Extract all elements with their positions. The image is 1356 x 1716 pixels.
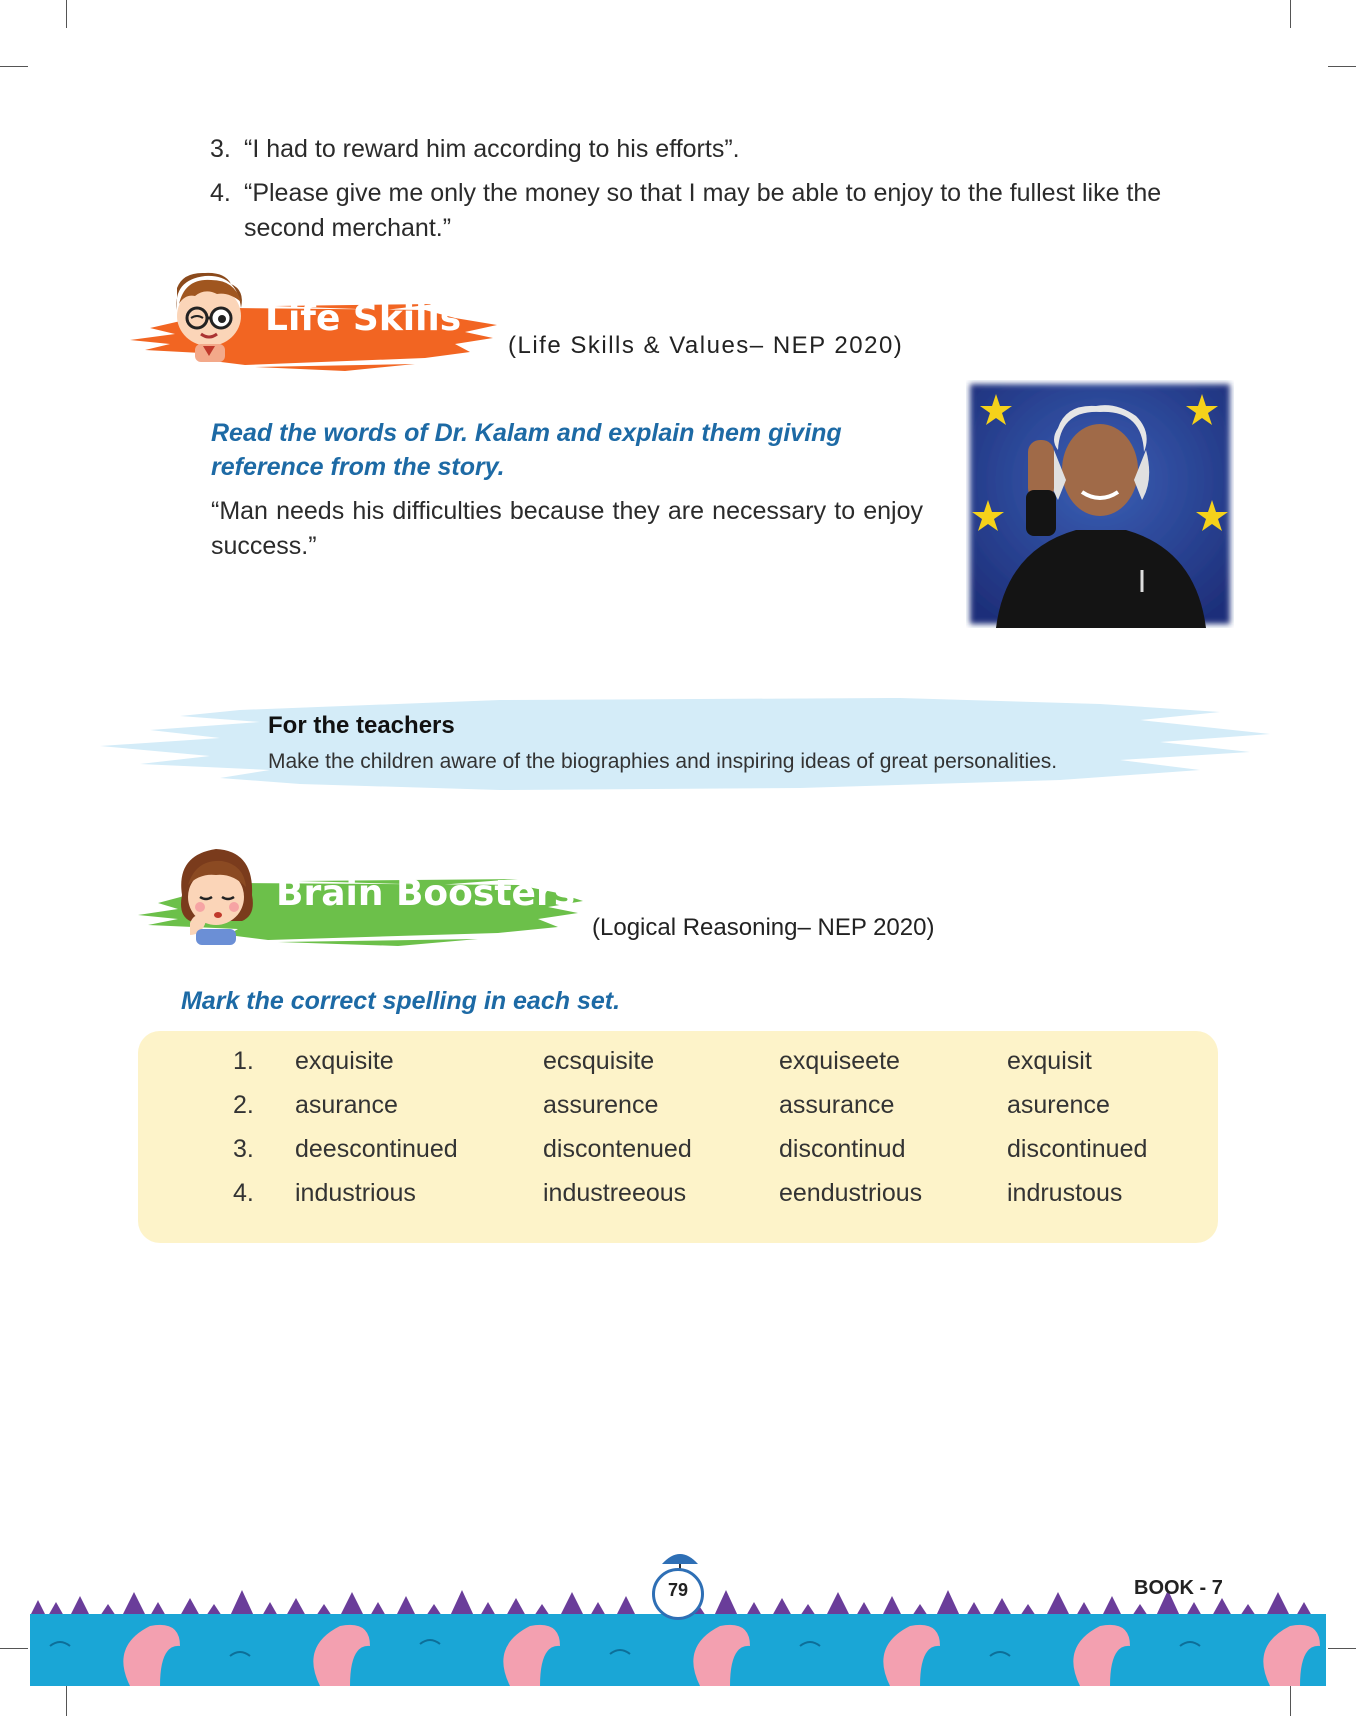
crop-mark (0, 66, 28, 67)
spelling-option[interactable]: discontinud (779, 1135, 906, 1163)
crop-mark (1328, 1648, 1356, 1649)
question-text: “Please give me only the money so that I may be able to enjoy to the fullest like the second merchant.” (244, 179, 1162, 242)
life-skills-title: Life Skills (265, 298, 462, 339)
spelling-option[interactable]: eendustrious (779, 1179, 923, 1207)
kalam-quote: “Man needs his difficulties because they are necessary to enjoy success.” (211, 497, 923, 560)
crop-mark (0, 1648, 28, 1649)
spelling-set (138, 1179, 1218, 1223)
kalam-photo (966, 380, 1234, 628)
life-skills-instruction: Read the words of Dr. Kalam and explain them giving reference from the story. (211, 419, 842, 481)
boy-mascot-icon (165, 270, 250, 365)
spelling-option[interactable]: discontinued (1007, 1135, 1148, 1163)
teachers-note-text: Make the children aware of the biographies and inspiring ideas of great personalities. (268, 750, 1058, 773)
spelling-set (138, 1135, 1218, 1179)
set-number: 1. (233, 1047, 254, 1075)
spelling-box (138, 1031, 1218, 1243)
spelling-option[interactable]: industrious (295, 1179, 416, 1207)
spelling-option[interactable]: discontenued (543, 1135, 692, 1163)
book-label: BOOK - 7 (1134, 1577, 1223, 1599)
page-number: 79 (667, 1580, 689, 1600)
spelling-option[interactable]: exquisite (295, 1047, 394, 1075)
life-skills-tag: (Life Skills & Values– NEP 2020) (508, 332, 904, 359)
brain-boosters-title: Brain Boosters (276, 873, 576, 914)
crop-mark (1290, 1686, 1291, 1716)
spelling-option[interactable]: indrustous (1007, 1179, 1123, 1207)
spelling-option[interactable]: assurance (779, 1091, 895, 1119)
girl-mascot-icon (176, 845, 256, 945)
spelling-option[interactable]: ecsquisite (543, 1047, 655, 1075)
spelling-option[interactable]: deescontinued (295, 1135, 458, 1163)
life-skills-heading (125, 270, 505, 385)
question-text: “I had to reward him according to his efforts”. (244, 135, 740, 163)
question-number: 4. (210, 179, 231, 207)
crop-mark (66, 1686, 67, 1716)
crop-mark (1290, 0, 1291, 28)
spelling-option[interactable]: assurence (543, 1091, 659, 1119)
teachers-note-box (100, 690, 1270, 800)
question-number: 3. (210, 135, 231, 163)
spelling-option[interactable]: exquisit (1007, 1047, 1092, 1075)
spelling-option[interactable]: exquiseete (779, 1047, 900, 1075)
spelling-option[interactable]: industreeous (543, 1179, 687, 1207)
set-number: 2. (233, 1091, 254, 1119)
spelling-option[interactable]: asurance (295, 1091, 398, 1119)
spelling-option[interactable]: asurence (1007, 1091, 1110, 1119)
spelling-set (138, 1047, 1218, 1091)
question-item (210, 176, 1220, 250)
teachers-note-title: For the teachers (268, 712, 455, 739)
question-item (210, 132, 1220, 172)
brain-boosters-tag: (Logical Reasoning– NEP 2020) (592, 914, 935, 941)
crop-mark (66, 0, 67, 28)
set-number: 4. (233, 1179, 254, 1207)
page-number-badge (652, 1548, 704, 1618)
brain-boosters-instruction: Mark the correct spelling in each set. (181, 987, 621, 1015)
crop-mark (1328, 66, 1356, 67)
brain-boosters-heading (138, 845, 588, 955)
set-number: 3. (233, 1135, 254, 1163)
spelling-set (138, 1091, 1218, 1135)
